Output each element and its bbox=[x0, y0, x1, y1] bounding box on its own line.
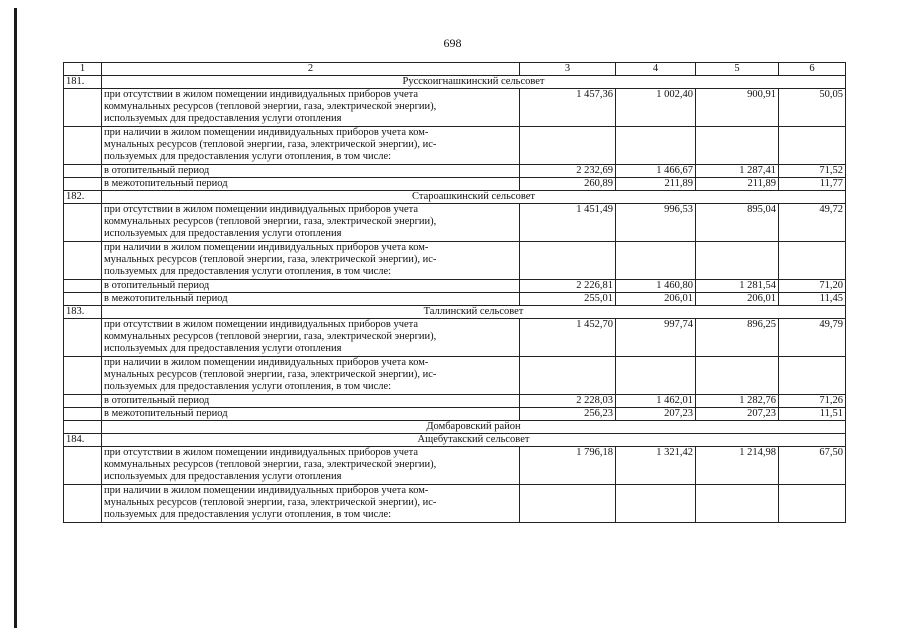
tariff-description: в межотопительный период bbox=[102, 408, 520, 421]
row-number-empty bbox=[64, 408, 102, 421]
value-col-6: 71,26 bbox=[779, 395, 846, 408]
value-col-6 bbox=[779, 127, 846, 165]
tariff-row bbox=[64, 204, 846, 242]
settlement-header-row bbox=[64, 191, 846, 204]
value-col-5: 1 214,98 bbox=[696, 447, 779, 485]
column-number: 6 bbox=[779, 63, 846, 76]
value-col-4 bbox=[616, 127, 696, 165]
value-col-3: 260,89 bbox=[520, 178, 616, 191]
tariff-description: в межотопительный период bbox=[102, 178, 520, 191]
value-col-4: 1 466,67 bbox=[616, 165, 696, 178]
value-col-6: 67,50 bbox=[779, 447, 846, 485]
column-number: 1 bbox=[64, 63, 102, 76]
value-col-4: 1 321,42 bbox=[616, 447, 696, 485]
row-number: 184. bbox=[64, 434, 102, 447]
tariff-row bbox=[64, 357, 846, 395]
row-number-empty bbox=[64, 165, 102, 178]
tariff-description: при наличии в жилом помещении индивидуальных приборов учета ком- мунальных ресурсов (тепловой энергии, газа, электрической энергии), ис- пользуемых для предоставления услуги отопления, в том числе: bbox=[102, 127, 520, 165]
value-col-5: 1 281,54 bbox=[696, 280, 779, 293]
row-number-empty bbox=[64, 293, 102, 306]
value-col-5: 896,25 bbox=[696, 319, 779, 357]
value-col-5: 1 287,41 bbox=[696, 165, 779, 178]
column-number: 4 bbox=[616, 63, 696, 76]
row-number: 181. bbox=[64, 76, 102, 89]
tariff-description: при наличии в жилом помещении индивидуальных приборов учета ком- мунальных ресурсов (тепловой энергии, газа, электрической энергии), ис- пользуемых для предоставления услуги отопления, в том числе: bbox=[102, 357, 520, 395]
value-col-5 bbox=[696, 357, 779, 395]
value-col-6: 50,05 bbox=[779, 89, 846, 127]
tariff-description: при отсутствии в жилом помещении индивидуальных приборов учета коммунальных ресурсов (тепловой энергии, газа, электрической энергии), используемых для предоставления услуги отопления bbox=[102, 204, 520, 242]
tariff-description: при отсутствии в жилом помещении индивидуальных приборов учета коммунальных ресурсов (тепловой энергии, газа, электрической энергии), используемых для предоставления услуги отопления bbox=[102, 89, 520, 127]
value-col-5 bbox=[696, 242, 779, 280]
value-col-4: 997,74 bbox=[616, 319, 696, 357]
row-number-empty bbox=[64, 485, 102, 523]
tariff-row bbox=[64, 447, 846, 485]
value-col-6: 49,72 bbox=[779, 204, 846, 242]
tariff-row bbox=[64, 319, 846, 357]
value-col-3: 1 796,18 bbox=[520, 447, 616, 485]
value-col-4: 996,53 bbox=[616, 204, 696, 242]
row-number-empty bbox=[64, 319, 102, 357]
value-col-5 bbox=[696, 127, 779, 165]
value-col-3 bbox=[520, 357, 616, 395]
value-col-4: 207,23 bbox=[616, 408, 696, 421]
value-col-4 bbox=[616, 485, 696, 523]
value-col-3: 2 226,81 bbox=[520, 280, 616, 293]
value-col-4: 211,89 bbox=[616, 178, 696, 191]
value-col-4 bbox=[616, 357, 696, 395]
value-col-5: 1 282,76 bbox=[696, 395, 779, 408]
row-number-empty bbox=[64, 357, 102, 395]
settlement-title: Русскоигнашкинский сельсовет bbox=[102, 76, 846, 89]
row-number-empty bbox=[64, 127, 102, 165]
value-col-6 bbox=[779, 242, 846, 280]
page-number: 698 bbox=[443, 36, 462, 50]
tariff-description: при наличии в жилом помещении индивидуальных приборов учета ком- мунальных ресурсов (тепловой энергии, газа, электрической энергии), ис- пользуемых для предоставления услуги отопления, в том числе: bbox=[102, 485, 520, 523]
value-col-3 bbox=[520, 485, 616, 523]
tariff-row bbox=[64, 395, 846, 408]
tariff-description: при отсутствии в жилом помещении индивидуальных приборов учета коммунальных ресурсов (тепловой энергии, газа, электрической энергии), используемых для предоставления услуги отопления bbox=[102, 319, 520, 357]
row-number: 183. bbox=[64, 306, 102, 319]
district-header-row bbox=[64, 421, 846, 434]
settlement-header-row bbox=[64, 306, 846, 319]
row-number-empty bbox=[64, 447, 102, 485]
value-col-3: 1 457,36 bbox=[520, 89, 616, 127]
value-col-3: 255,01 bbox=[520, 293, 616, 306]
tariff-row bbox=[64, 89, 846, 127]
value-col-5: 895,04 bbox=[696, 204, 779, 242]
tariff-row bbox=[64, 280, 846, 293]
value-col-3: 2 228,03 bbox=[520, 395, 616, 408]
row-number-empty bbox=[64, 204, 102, 242]
value-col-3 bbox=[520, 242, 616, 280]
value-col-3: 1 451,49 bbox=[520, 204, 616, 242]
tariff-row bbox=[64, 293, 846, 306]
value-col-3: 1 452,70 bbox=[520, 319, 616, 357]
value-col-6: 71,52 bbox=[779, 165, 846, 178]
tariff-description: в отопительный период bbox=[102, 280, 520, 293]
value-col-4: 1 462,01 bbox=[616, 395, 696, 408]
settlement-header-row bbox=[64, 434, 846, 447]
settlement-title: Таллинский сельсовет bbox=[102, 306, 846, 319]
tariff-row bbox=[64, 165, 846, 178]
settlement-title: Ащебутакский сельсовет bbox=[102, 434, 846, 447]
value-col-6: 11,45 bbox=[779, 293, 846, 306]
value-col-6: 49,79 bbox=[779, 319, 846, 357]
value-col-5: 207,23 bbox=[696, 408, 779, 421]
value-col-4: 1 002,40 bbox=[616, 89, 696, 127]
tariff-description: при наличии в жилом помещении индивидуальных приборов учета ком- мунальных ресурсов (тепловой энергии, газа, электрической энергии), ис- пользуемых для предоставления услуги отопления, в том числе: bbox=[102, 242, 520, 280]
value-col-3: 2 232,69 bbox=[520, 165, 616, 178]
tariff-description: в отопительный период bbox=[102, 165, 520, 178]
value-col-3: 256,23 bbox=[520, 408, 616, 421]
value-col-5: 206,01 bbox=[696, 293, 779, 306]
scan-left-edge-rule bbox=[14, 8, 17, 628]
tariff-row bbox=[64, 408, 846, 421]
tariff-row bbox=[64, 127, 846, 165]
tariff-table bbox=[63, 62, 846, 523]
settlement-header-row bbox=[64, 76, 846, 89]
row-number-empty bbox=[64, 89, 102, 127]
column-number: 2 bbox=[102, 63, 520, 76]
row-number-empty bbox=[64, 395, 102, 408]
value-col-3 bbox=[520, 127, 616, 165]
tariff-row bbox=[64, 242, 846, 280]
value-col-6: 11,51 bbox=[779, 408, 846, 421]
settlement-title: Староашкинский сельсовет bbox=[102, 191, 846, 204]
value-col-6: 11,77 bbox=[779, 178, 846, 191]
value-col-5: 211,89 bbox=[696, 178, 779, 191]
value-col-6 bbox=[779, 357, 846, 395]
row-number-empty bbox=[64, 421, 102, 434]
district-title: Домбаровский район bbox=[102, 421, 846, 434]
value-col-6 bbox=[779, 485, 846, 523]
column-number: 3 bbox=[520, 63, 616, 76]
tariff-description: в отопительный период bbox=[102, 395, 520, 408]
column-number: 5 bbox=[696, 63, 779, 76]
value-col-4: 1 460,80 bbox=[616, 280, 696, 293]
row-number-empty bbox=[64, 242, 102, 280]
value-col-5: 900,91 bbox=[696, 89, 779, 127]
tariff-row bbox=[64, 178, 846, 191]
value-col-4 bbox=[616, 242, 696, 280]
value-col-6: 71,20 bbox=[779, 280, 846, 293]
tariff-table-body bbox=[64, 63, 846, 523]
row-number: 182. bbox=[64, 191, 102, 204]
value-col-5 bbox=[696, 485, 779, 523]
row-number-empty bbox=[64, 178, 102, 191]
tariff-row bbox=[64, 485, 846, 523]
tariff-description: в межотопительный период bbox=[102, 293, 520, 306]
tariff-description: при отсутствии в жилом помещении индивидуальных приборов учета коммунальных ресурсов (тепловой энергии, газа, электрической энергии), используемых для предоставления услуги отопления bbox=[102, 447, 520, 485]
value-col-4: 206,01 bbox=[616, 293, 696, 306]
row-number-empty bbox=[64, 280, 102, 293]
column-number-row bbox=[64, 63, 846, 76]
